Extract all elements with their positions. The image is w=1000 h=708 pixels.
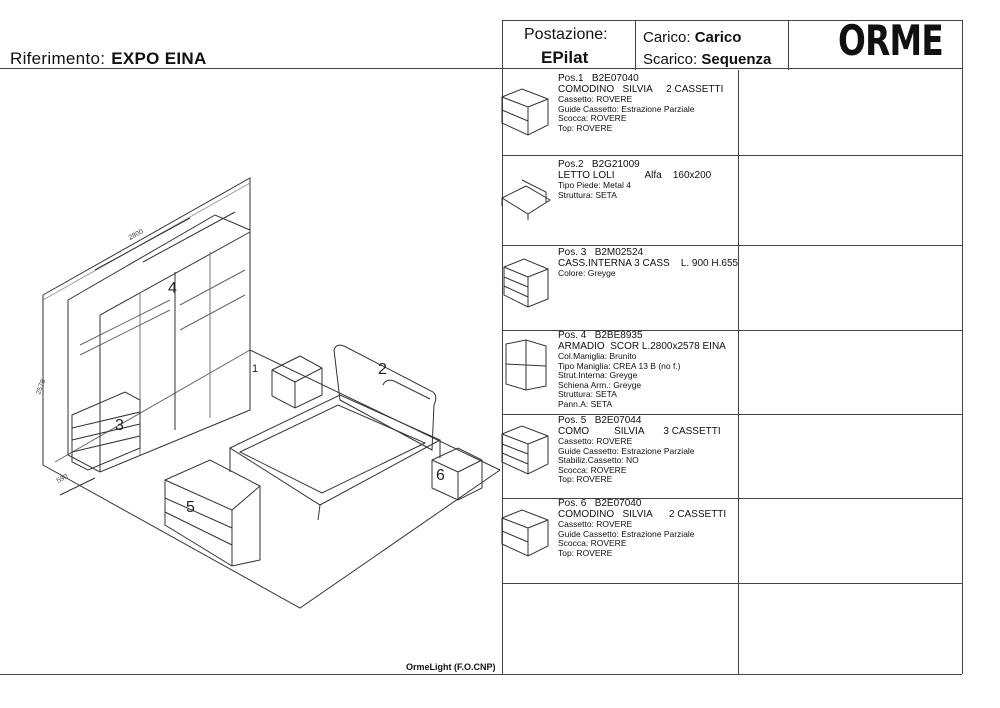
scarico-value: Sequenza xyxy=(701,51,772,68)
item-header xyxy=(558,330,726,341)
item-detail: Guide Cassetto: Estrazione Parziale xyxy=(558,528,695,539)
item-detail: Schiena Arm.: Greyge xyxy=(558,379,642,390)
item-pos-5 xyxy=(558,415,721,485)
bottom-border xyxy=(0,674,962,675)
item-pos: Pos. 4 xyxy=(558,330,587,341)
carico-label: Carico: xyxy=(643,29,691,46)
header-cell-divider xyxy=(635,20,636,70)
wardrobe-thumbnail xyxy=(500,338,552,393)
scarico xyxy=(643,51,771,68)
right-border xyxy=(962,20,963,674)
item-detail: Scocca: ROVERE xyxy=(558,464,627,475)
item-code: B2E07044 xyxy=(594,415,642,426)
item-header xyxy=(558,247,738,258)
item-header xyxy=(558,498,726,509)
item-pos: Pos. 6 xyxy=(558,498,587,509)
item-description: COMODINO SILVIA 2 CASSETTI xyxy=(558,84,724,95)
item-detail: Pann.A: SETA xyxy=(558,398,613,409)
item-pos-1 xyxy=(558,73,723,133)
item-pos: Pos. 3 xyxy=(558,247,587,258)
item-pos: Pos. 5 xyxy=(558,415,587,426)
item-code: B2E07040 xyxy=(591,73,639,84)
nightstand-thumbnail xyxy=(500,506,552,561)
item-detail: Stabiliz.Cassetto: NO xyxy=(558,455,639,466)
item-detail: Tipo Piede: Metal 4 xyxy=(558,180,631,190)
item-detail: Guide Cassetto: Estrazione Parziale xyxy=(558,103,695,114)
item-detail: Cassetto: ROVERE xyxy=(558,436,633,446)
item-detail: Tipo Maniglia: CREA 13 B (no f.) xyxy=(558,360,681,371)
row-divider xyxy=(502,245,962,246)
item-detail: Cassetto: ROVERE xyxy=(558,94,633,104)
drawing-label: 5 xyxy=(186,499,195,516)
item-description: COMODINO SILVIA 2 CASSETTI xyxy=(558,509,727,520)
item-description: COMO SILVIA 3 CASSETTI xyxy=(558,426,721,437)
riferimento-value: EXPO EINA xyxy=(111,49,207,68)
item-detail: Colore: Greyge xyxy=(558,268,616,278)
item-code: B2G21009 xyxy=(591,159,640,170)
item-detail: Top: ROVERE xyxy=(558,547,613,558)
item-detail: Scocca: ROVERE xyxy=(558,538,627,549)
item-detail: Col.Maniglia: Brunito xyxy=(558,351,637,361)
riferimento-label: Riferimento: xyxy=(10,49,106,68)
item-detail: Cassetto: ROVERE xyxy=(558,519,633,529)
item-detail: Strut.Interna: Greyge xyxy=(558,370,638,381)
room-plan-drawing xyxy=(0,70,502,670)
item-header xyxy=(558,73,723,84)
item-pos-2 xyxy=(558,159,711,200)
dimension-label: 2800 xyxy=(127,228,145,242)
item-detail: Struttura: SETA xyxy=(558,189,617,200)
drawer-unit-thumbnail xyxy=(500,255,552,310)
item-description: ARMADIO SCOR L.2800x2578 EINA xyxy=(558,341,726,352)
drawing-label: 6 xyxy=(436,467,445,484)
orme-logo: ORME xyxy=(838,16,943,65)
item-description: CASS.INTERNA 3 CASS L. 900 H.655 xyxy=(558,258,739,269)
item-pos-4 xyxy=(558,330,726,410)
row-divider xyxy=(502,155,962,156)
item-description: LETTO LOLI Alfa 160x200 xyxy=(558,170,712,181)
item-pos: Pos.1 xyxy=(558,73,584,84)
item-detail: Scocca: ROVERE xyxy=(558,113,627,124)
scarico-label: Scarico: xyxy=(643,51,698,68)
software-footer: OrmeLight (F.O.CNP) xyxy=(406,662,496,672)
carico xyxy=(643,29,741,46)
drawing-label: 2 xyxy=(378,361,387,378)
bed-thumbnail xyxy=(500,170,552,225)
item-header xyxy=(558,415,721,426)
item-code: B2M02524 xyxy=(594,247,644,258)
item-code: B2E07040 xyxy=(594,498,642,509)
item-detail: Guide Cassetto: Estrazione Parziale xyxy=(558,445,695,456)
riferimento xyxy=(10,49,207,69)
postazione-value: EPilat xyxy=(541,48,589,67)
nightstand-thumbnail xyxy=(500,85,552,140)
item-detail: Top: ROVERE xyxy=(558,122,613,133)
header-cell-divider xyxy=(788,20,789,70)
item-pos-6 xyxy=(558,498,726,558)
carico-value: Carico xyxy=(694,29,742,46)
dimension-label: 2578 xyxy=(35,378,48,396)
dresser-thumbnail xyxy=(500,422,552,477)
dimension-label: 590 xyxy=(55,473,70,485)
drawing-label: 4 xyxy=(168,280,177,297)
row-divider xyxy=(502,583,962,584)
item-header xyxy=(558,159,711,170)
postazione-label: Postazione: xyxy=(524,26,608,43)
drawing-label: 3 xyxy=(115,417,124,434)
item-pos-3 xyxy=(558,247,738,279)
drawing-label: 1 xyxy=(252,363,259,375)
item-code: B2BE8935 xyxy=(594,330,643,341)
item-detail: Struttura: SETA xyxy=(558,389,617,400)
item-pos: Pos.2 xyxy=(558,159,584,170)
item-detail: Top: ROVERE xyxy=(558,474,613,485)
